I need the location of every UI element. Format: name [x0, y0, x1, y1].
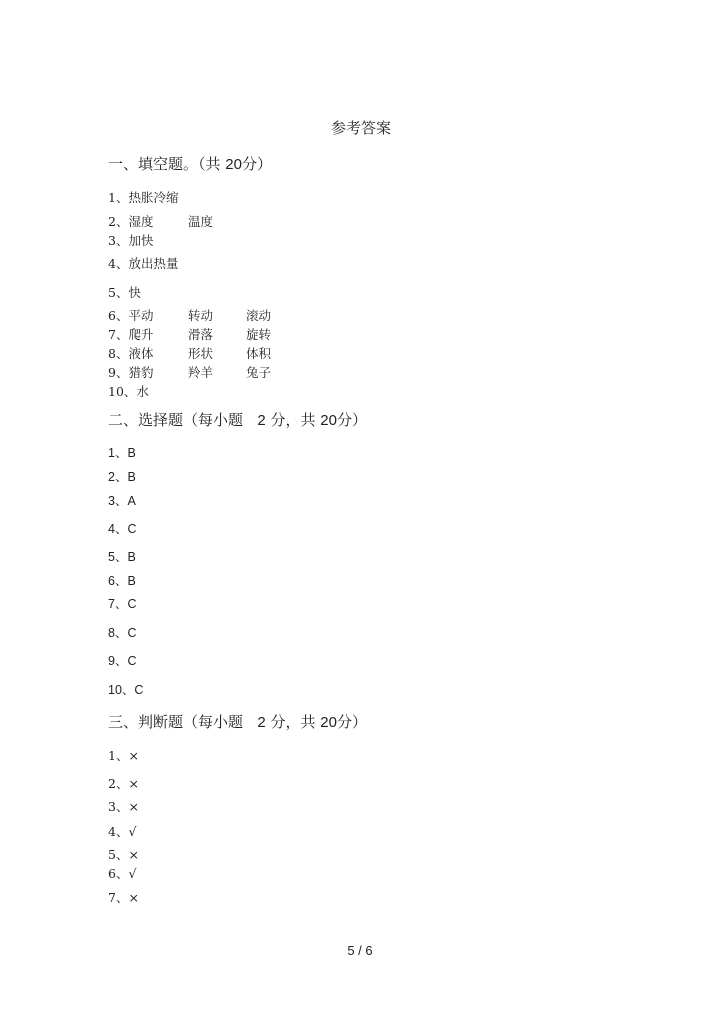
answer-row: 3、×: [108, 799, 139, 814]
answer-cell: 旋转: [246, 327, 272, 342]
answer-cell: 8、液体: [108, 346, 154, 361]
answer-cell: 2、湿度: [108, 214, 154, 229]
section-points: 2: [257, 714, 266, 731]
answer-row: 1、×: [108, 748, 139, 763]
answer-row: 2、×: [108, 776, 139, 791]
answer-row: [108, 382, 188, 400]
section-heading-multiple-choice: [108, 409, 367, 430]
answer-cell: 4、放出热量: [108, 256, 179, 271]
answer-cell: 滚动: [246, 308, 272, 323]
answer-row: 5、×: [108, 847, 139, 862]
answer-row: 8、C: [108, 626, 137, 640]
section-suffix: 分）: [241, 155, 272, 173]
answer-row: 10、C: [108, 683, 144, 697]
answer-cell: 10、水: [108, 384, 149, 399]
answer-row: [108, 188, 188, 206]
answer-cell: 7、爬升: [108, 327, 154, 342]
answer-cell: 3、加快: [108, 233, 154, 248]
answer-row: [108, 231, 188, 249]
answer-row: 7、×: [108, 890, 139, 905]
answer-cell: 6、平动: [108, 308, 154, 323]
answer-row: [108, 212, 246, 230]
answer-row: 2、B: [108, 470, 136, 484]
section-heading-true-false: [108, 711, 367, 732]
answer-row: 3、A: [108, 494, 136, 508]
answer-cell: 滑落: [188, 327, 214, 342]
section-label: 三、判断题（每小题: [108, 713, 244, 731]
answer-row: [108, 325, 271, 343]
page-number: 5 / 6: [347, 943, 373, 958]
answer-cell: 兔子: [246, 365, 272, 380]
section-total: 20: [320, 412, 337, 429]
section-heading-fill-blank: [108, 153, 272, 174]
answer-row: 9、C: [108, 654, 137, 668]
answer-row: [108, 254, 188, 272]
answer-row: 1、B: [108, 446, 136, 460]
section-points: 2: [257, 412, 266, 429]
answer-cell: 5、快: [108, 285, 141, 300]
section-mid: 分，共: [270, 713, 316, 731]
section-points: 20: [225, 156, 242, 173]
answer-row: 6、√: [108, 866, 137, 881]
answer-cell: 转动: [188, 308, 214, 323]
section-suffix: 分）: [336, 411, 367, 429]
answer-cell: 温度: [188, 214, 214, 229]
answer-row: 4、√: [108, 824, 137, 839]
answer-cell: 羚羊: [188, 365, 214, 380]
section-label: 一、填空题。（共: [108, 155, 221, 173]
answer-row: 4、C: [108, 522, 137, 536]
answer-row: [108, 283, 188, 301]
answer-row: 5、B: [108, 550, 136, 564]
answer-cell: 形状: [188, 346, 214, 361]
section-label: 二、选择题（每小题: [108, 411, 244, 429]
page-title: 参考答案: [330, 119, 391, 137]
answer-row: [108, 306, 271, 324]
answer-row: 6、B: [108, 574, 136, 588]
answer-row: [108, 344, 271, 362]
answer-cell: 体积: [246, 346, 272, 361]
section-total: 20: [320, 714, 337, 731]
answer-cell: 9、猎豹: [108, 365, 154, 380]
section-suffix: 分）: [336, 713, 367, 731]
answer-cell: 1、热胀冷缩: [108, 190, 179, 205]
section-mid: 分，共: [270, 411, 316, 429]
answer-row: [108, 363, 271, 381]
answer-row: 7、C: [108, 597, 137, 611]
